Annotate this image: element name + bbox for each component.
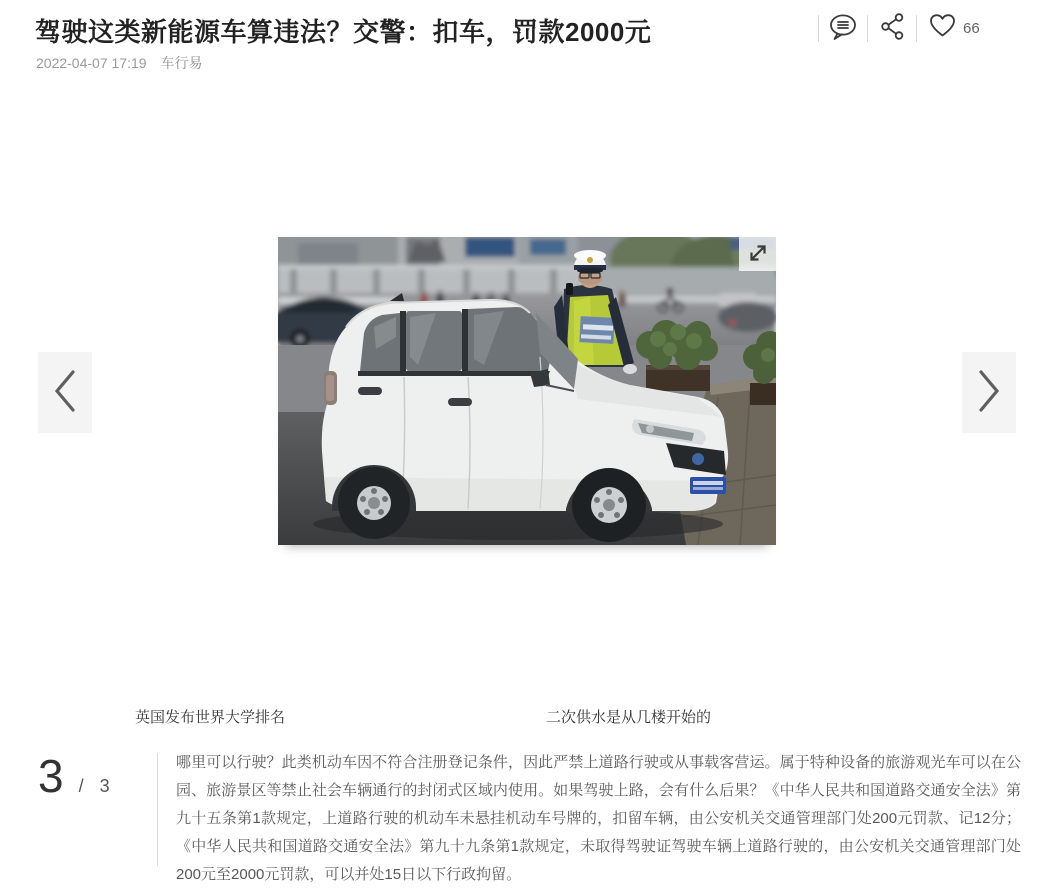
page-title: 驾驶这类新能源车算违法？交警：扣车，罚款2000元	[35, 17, 652, 47]
prev-button[interactable]	[38, 352, 92, 433]
related-link-1[interactable]: 英国发布世界大学排名	[135, 709, 286, 726]
article-photo	[278, 237, 776, 545]
share-icon	[880, 13, 905, 43]
comment-icon	[828, 13, 858, 44]
author-name: 车行易	[160, 55, 203, 71]
comment-button[interactable]	[819, 12, 867, 44]
next-button[interactable]	[962, 352, 1016, 433]
page-current: 3	[38, 750, 64, 802]
related-link-2[interactable]: 二次供水是从几楼开始的	[546, 709, 712, 726]
article-meta	[36, 53, 203, 73]
chevron-right-icon	[975, 369, 1003, 416]
caption-text: 哪里可以行驶？此类机动车因不符合注册登记条件，因此严禁上道路行驶或从事载客营运。属于特种设备的旅游观光车可以在公园、旅游景区等禁止社会车辆通行的封闭式区域内使用。如果驾驶上路，会有什么后果？《中华人民共和国道路交通安全法》第九十五条第1款规定，上道路行驶的机动车未悬挂机动车号牌的，扣留车辆，由公安机关交通管理部门处200元罚款、记12分；《中华人民共和国道路交通安全法》第九十九条第1款规定，未取得驾驶证驾驶车辆上道路行驶的，由公安机关交通管理部门处200元至2000元罚款，可以并处15日以下行政拘留。	[176, 754, 1021, 883]
like-button[interactable]	[917, 14, 980, 43]
chevron-left-icon	[51, 369, 79, 416]
heart-icon	[929, 14, 956, 43]
header-action-bar	[818, 12, 980, 44]
like-count: 66	[963, 19, 980, 37]
expand-icon	[747, 242, 769, 267]
expand-button[interactable]	[739, 237, 776, 271]
publish-date: 2022-04-07 17:19	[36, 55, 147, 71]
article-image	[278, 237, 776, 545]
caption-divider	[157, 753, 158, 866]
page-separator: /	[78, 776, 84, 796]
page-total: 3	[99, 776, 110, 796]
pagination	[38, 749, 110, 803]
share-button[interactable]	[868, 12, 916, 44]
